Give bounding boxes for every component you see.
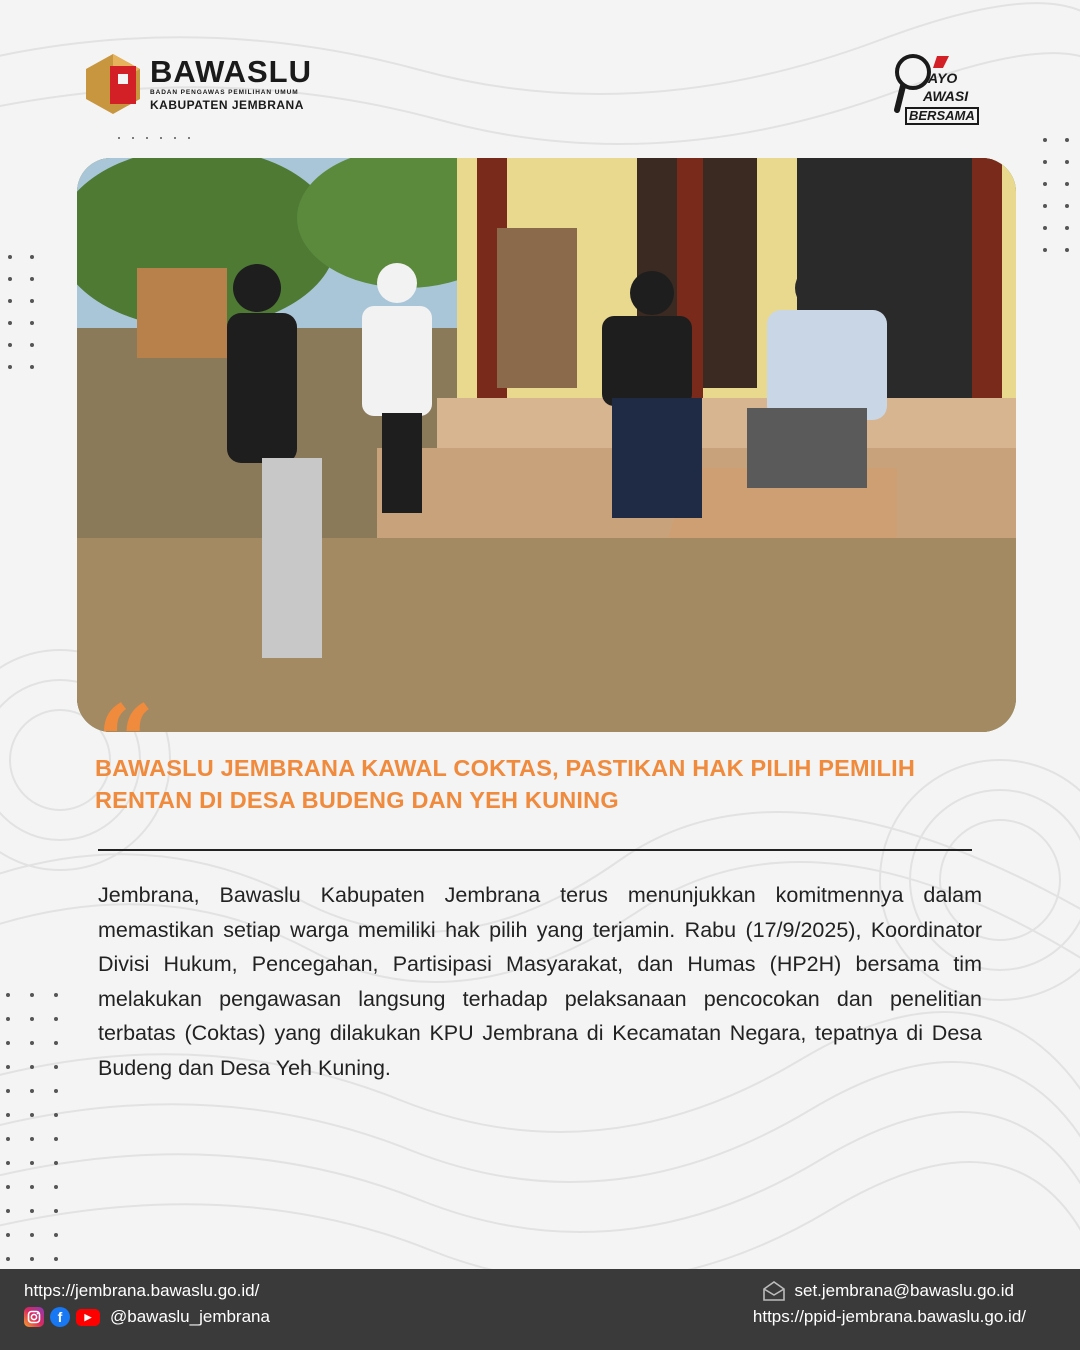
quote-icon: “: [97, 683, 155, 801]
mail-icon: [763, 1281, 785, 1301]
article-headline: [95, 752, 995, 816]
youtube-icon[interactable]: ▶: [76, 1309, 100, 1326]
website-link[interactable]: https://jembrana.bawaslu.go.id/: [24, 1281, 260, 1300]
instagram-icon[interactable]: [24, 1307, 44, 1327]
email-contact[interactable]: [763, 1281, 1015, 1301]
brand-region: KABUPATEN JEMBRANA: [150, 97, 304, 112]
headline-line-2: RENTAN DI DESA BUDENG DAN YEH KUNING: [95, 787, 619, 813]
decorative-dots: [8, 255, 34, 369]
news-photo: [77, 158, 1016, 732]
decorative-dots: [1043, 138, 1069, 252]
bawaslu-logo[interactable]: [84, 52, 312, 116]
brand-subtitle: BADAN PENGAWAS PEMILIHAN UMUM: [150, 88, 299, 96]
social-links: [24, 1307, 270, 1327]
ayo-awasi-bersama-logo: [893, 52, 975, 128]
bawaslu-logo-icon: [84, 52, 142, 116]
divider: [98, 849, 972, 851]
social-handle[interactable]: @bawaslu_jembrana: [110, 1307, 270, 1326]
headline-line-1: BAWASLU JEMBRANA KAWAL COKTAS, PASTIKAN HAK PILIH PEMILIH: [95, 755, 915, 781]
campaign-word-3: BERSAMA: [905, 107, 979, 125]
ppid-link[interactable]: https://ppid-jembrana.bawaslu.go.id/: [752, 1307, 1026, 1326]
campaign-word-2: AWASI: [923, 88, 969, 104]
decorative-dots: [118, 137, 192, 139]
campaign-word-1: AYO: [928, 70, 958, 86]
article-body: Jembrana, Bawaslu Kabupaten Jembrana terus menunjukkan komitmennya dalam memastikan setiap warga memiliki hak pilih yang terjamin. Rabu (17/9/2025), Koordinator Divisi Hukum, Pencegahan, Partisipasi Masyarakat, dan Humas (HP2H) bersama tim melakukan pengawasan langsung terhadap pelaksanaan pencocokan dan penelitian terbatas (Coktas) yang dilakukan KPU Jembrana di Kecamatan Negara, tepatnya di Desa Budeng dan Desa Yeh Kuning.: [98, 883, 982, 1080]
facebook-icon[interactable]: f: [50, 1307, 70, 1327]
email-address[interactable]: set.jembrana@bawaslu.go.id: [794, 1281, 1014, 1300]
brand-name: BAWASLU: [150, 53, 312, 89]
footer-bar: [0, 1269, 1080, 1350]
